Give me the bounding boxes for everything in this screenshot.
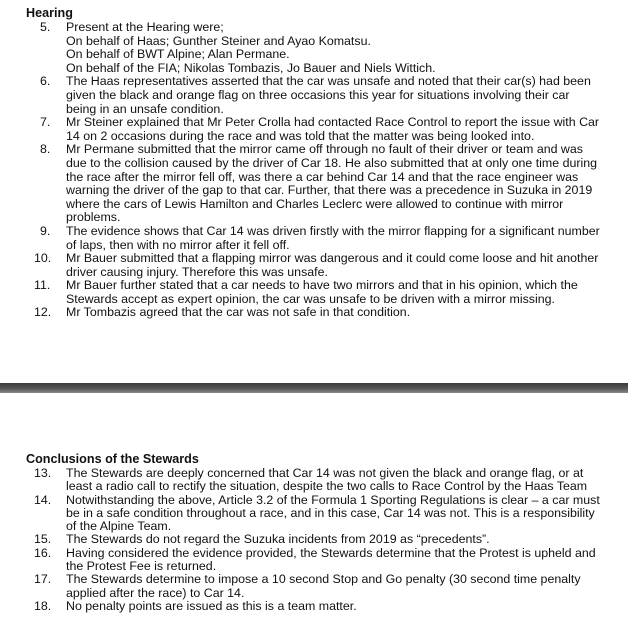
attendee-line: On behalf of the FIA; Nikolas Tombazis, Jo Bauer and Niels Wittich. [66,60,436,75]
item-number: 12. [34,305,52,320]
attendee-line: On behalf of Haas; Gunther Steiner and Ayao Komatsu. [66,33,371,48]
list-item [0,533,628,546]
item-number: 17. [34,572,52,587]
list-item [0,467,628,494]
item-number: 5. [40,20,51,34]
conclusions-section [0,452,628,613]
item-text: Mr Bauer further stated that a car needs to have two mirrors and that in his opinion, which the Stewards accept as expert opinion, the car was unsafe to be driven with a mirror missing. [66,278,578,306]
attendee-line: On behalf of BWT Alpine; Alan Permane. [66,47,290,62]
item-text: Mr Tombazis agreed that the car was not safe in that condition. [66,305,411,320]
list-item [0,600,628,613]
item-text: Mr Steiner explained that Mr Peter Crolla had contacted Race Control to report the issue with Car 14 on 2 occasions during the race and was told that the matter was being looked into. [66,115,600,143]
list-item [0,225,628,252]
item-text: Mr Bauer submitted that a flapping mirror was dangerous and it could come loose and hit another driver causing injury. Therefore this was unsafe. [66,251,599,279]
item-text: The Stewards are deeply concerned that Car 14 was not given the black and orange flag, or at least a radio call to rectify the situation, despite the two calls to Race Control by the Haas Team [66,466,588,494]
hearing-heading: Hearing [26,6,73,20]
item-number: 16. [34,545,52,560]
item-number: 15. [34,532,52,547]
item-text: Notwithstanding the above, Article 3.2 of the Formula 1 Sporting Regulations is clear – a car must be in a safe condition throughout a race, and in this case, Car 14 was not. This is a responsibility of the Alpine Team. [66,492,600,534]
item-number: 10. [34,251,52,266]
item-number: 11. [34,278,51,293]
item-number: 8. [40,142,51,157]
list-item [0,306,628,320]
item-text: Present at the Hearing were; [66,20,224,34]
item-number: 6. [40,74,51,89]
item-number: 18. [34,598,52,613]
item-number: 7. [40,115,51,130]
list-item [0,573,628,600]
hearing-section [0,6,628,320]
item-text: The Haas representatives asserted that the car was unsafe and noted that their car(s) had been given the black and orange flag on three occasions this year for situations involving their car being in an unsafe condition. [66,74,591,116]
item-text: The Stewards do not regard the Suzuka incidents from 2019 as “precedents”. [66,532,490,547]
item-text: No penalty points are issued as this is a team matter. [66,598,357,613]
list-item [0,547,628,574]
list-item [0,21,628,75]
list-item [0,494,628,534]
page-break-divider [0,383,628,393]
item-number: 14. [34,492,52,507]
list-item [0,252,628,279]
item-text: The evidence shows that Car 14 was driven firstly with the mirror flapping for a significant number of laps, then with no mirror after it fell off. [66,223,600,252]
conclusions-heading: Conclusions of the Stewards [26,452,199,466]
item-number: 9. [40,223,51,238]
list-item [0,143,628,225]
conclusions-list [0,467,628,613]
item-text: Having considered the evidence provided, the Stewards determine that the Protest is upheld and the Protest Fee is returned. [66,545,596,574]
item-number: 13. [34,466,52,480]
list-item [0,116,628,143]
hearing-list [0,21,628,320]
list-item [0,279,628,306]
list-item [0,75,628,116]
item-text: The Stewards determine to impose a 10 second Stop and Go penalty (30 second time penalty applied after the race) to Car 14. [66,572,581,600]
item-text: Mr Permane submitted that the mirror came off through no fault of their driver or team and was due to the collision caused by the driver of Car 18. He also submitted that at only one time during the race after the mirror fell off, was there a car behind Car 14 and that the race engineer was warning the driver of the gap to that car. Further, that there was a precedence in Suzuka in 2019 where the cars of Lewis Hamilton and Charles Leclerc were allowed to continue with mirror problems. [66,142,598,225]
